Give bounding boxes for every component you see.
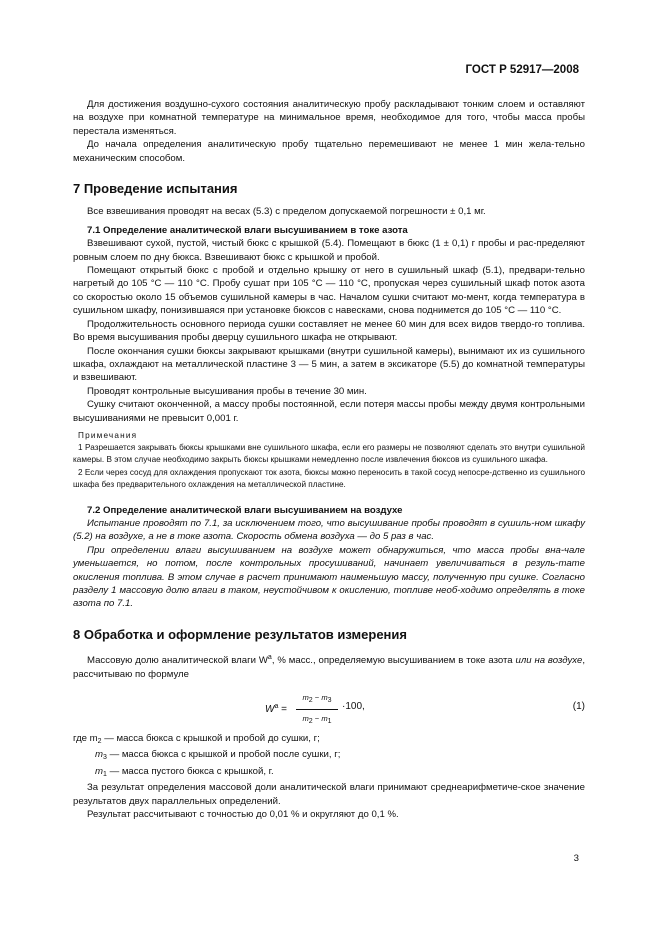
notes-title: Примечания [78, 430, 138, 440]
formula-legend-item: $m_1$ — масса пустого бюкса с крышкой, г. [95, 765, 274, 778]
formula-legend-item: где $m_2$ — масса бюкса с крышкой и пробой до сушки, г; [73, 733, 320, 746]
formula-number: (1) [572, 701, 585, 713]
section-8-intro: Массовую долю аналитической влаги $W^a$, % масс., определяемую высушиванием в токе азота или на воздухе, рассчитываю по формуле [73, 654, 585, 680]
subsection-7-1-paragraph: Проводят контрольные высушивания пробы в течение 30 мин. [87, 385, 367, 397]
section-8-paragraph: Результат рассчитывают с точностью до 0,01 % и округляют до 0,1 %. [87, 809, 399, 821]
page-number: 3 [573, 853, 579, 864]
formula-1 [73, 687, 585, 729]
formula-legend-item: $m_3$ — масса бюкса с крышкой и пробой после сушки, г; [95, 749, 341, 762]
standard-header: ГОСТ Р 52917—2008 [465, 64, 579, 76]
intro-paragraph: До начала определения аналитическую пробу тщательно перемешивают не менее 1 мин жела-тельно механическим способом. [73, 139, 585, 164]
formula-lhs: $W^a$ = [265, 703, 287, 716]
formula-multiplier: ·100, [342, 701, 365, 713]
subsection-7-1-paragraph: После окончания сушки бюксы закрывают крышками (внутри сушильной камеры), вынимают их из сушильного шкафа, охлаждают на металлической пластине 3 — 5 мин, а затем в эксикаторе (5.5) до комнатной температуры и взвешивают. [73, 345, 585, 384]
subsection-7-1-paragraph: Сушку считают оконченной, а массу пробы постоянной, если потеря массы пробы между двумя контрольными высушиваниями не превысит 0,001 г. [73, 399, 585, 424]
formula-fraction [296, 691, 338, 729]
subsection-7-2-heading: 7.2 Определение аналитической влаги высушиванием на воздухе [87, 504, 403, 516]
note-item: 2 Если через сосуд для охлаждения пропускают ток азота, бюксы можно переносить в такой сосуд непосре-дственно из сушильного шкафа без предварительного охлаждения на металлической пластине. [73, 467, 585, 490]
subsection-7-1-heading: 7.1 Определение аналитической влаги высушиванием в токе азота [87, 224, 408, 236]
subsection-7-1-paragraph: Взвешивают сухой, пустой, чистый бюкс с крышкой (5.4). Помещают в бюкс (1 ± 0,1) г пробы и рас-пределяют ровным слоем по дну бюкса. Взвешивают бюкс с крышкой и пробой. [73, 238, 585, 263]
subsection-7-2-paragraph: Испытание проводят по 7.1, за исключением того, что высушивание пробы проводят в сушиль-ном шкафу (5.2) на воздухе, а не в токе азота. Скорость обмена воздуха — до 5 раз в час. [73, 517, 585, 543]
section-8-heading: 8 Обработка и оформление результатов измерения [73, 626, 407, 642]
subsection-7-1-paragraph: Продолжительность основного периода сушки составляет не менее 60 мин для всех видов твердо-го топлива. Во время высушивания пробы дверцу сушильного шкафа не открывают. [73, 318, 585, 344]
section-7-heading: 7 Проведение испытания [73, 181, 238, 197]
intro-paragraph: Для достижения воздушно-сухого состояния аналитическую пробу раскладывают тонким слоем и оставляют на воздухе при комнатной температуре на минимальное время, необходимое для того, чтобы масса пробы перестала изменяться. [73, 99, 585, 137]
subsection-7-2-paragraph: При определении влаги высушиванием на воздухе может обнаружиться, что масса пробы вна-чале уменьшается, но потом, после контрольных просушиваний, начинает увеличиваться в резуль-тате окисления топлива. В этом случае в расчет принимают наименьшую массу, полученную при сушке. Согласно разделу 1 массовую долю влаги в таком, неустойчивом к окислению, топливе необ-ходимо определять в токе азота по 7.1. [73, 544, 585, 610]
note-item: 1 Разрешается закрывать бюксы крышками вне сушильного шкафа, если его размеры не позволяют сделать это внутри сушильной камеры. В этом случае необходимо закрыть бюксы крышками немедленно после извлечения бюксов из сушильного шкафа. [73, 442, 585, 465]
formula-numerator: $m_2 - m_3$ [296, 691, 338, 710]
section-8-paragraph: За результат определения массовой доли аналитической влаги принимают среднеарифметиче-ское значение результатов двух параллельных определений. [73, 782, 585, 807]
page-content [73, 98, 585, 821]
formula-denominator: $m_2 - m_1$ [302, 714, 332, 726]
subsection-7-1-paragraph: Помещают открытый бюкс с пробой и отдельно крышку от него в сушильный шкаф (5.1), предвари-тельно нагретый до 105 °С — 110 °С. Пробу сушат при 105 °С — 110 °С, пропуская через сушильный шкаф поток азота со скоростью около 15 объемов сушильной камеры в час. Началом сушки считают мо-мент, когда температура в сушильном шкафу, понизившаяся при установке бюксов с навесками, снова поднимется до 105 °С — 110 °С. [73, 265, 585, 317]
section-7-paragraph: Все взвешивания проводят на весах (5.3) с пределом допускаемой погрешности ± 0,1 мг. [87, 206, 486, 218]
notes-block [73, 442, 585, 492]
